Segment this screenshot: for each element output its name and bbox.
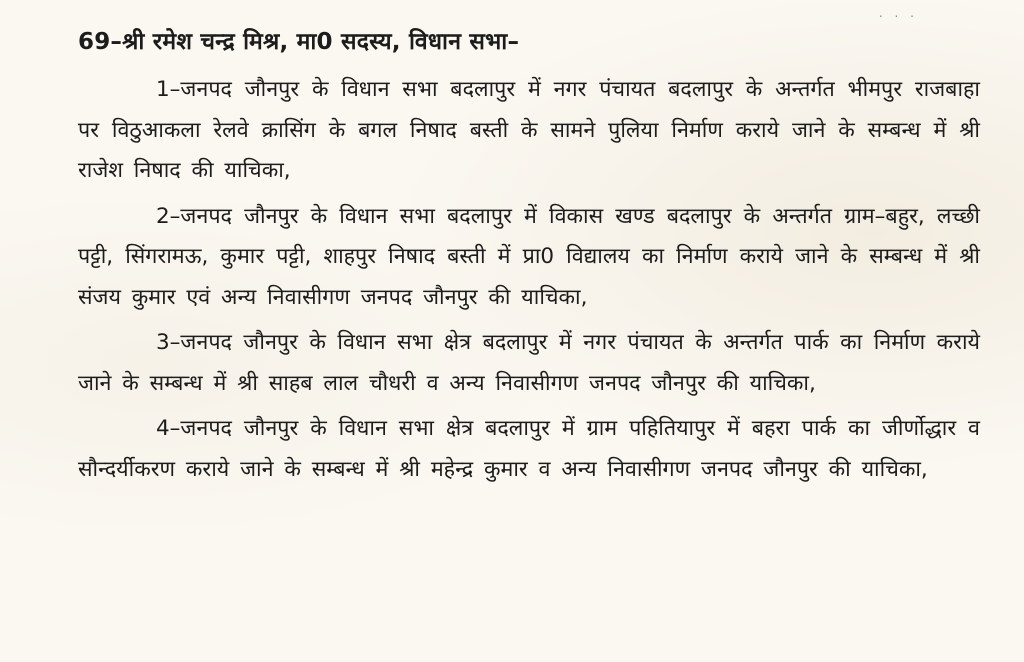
petition-item: 1–जनपद जौनपुर के विधान सभा बदलापुर में नगर पंचायत बदलापुर के अन्तर्गत भीमपुर राजबाहा पर विठुआकला रेलवे क्रासिंग के बगल निषाद बस्ती के सामने पुलिया निर्माण कराये जाने के सम्बन्ध में श्री राजेश निषाद की याचिका, <box>78 77 980 183</box>
petition-item: 2–जनपद जौनपुर के विधान सभा बदलापुर में विकास खण्ड बदलापुर के अन्तर्गत ग्राम–बहुर, लच्छी पट्टी, सिंगरामऊ, कुमार पट्टी, शाहपुर निषाद बस्ती में प्रा0 विद्यालय का निर्माण कराये जाने के सम्बन्ध में श्री संजय कुमार एवं अन्य निवासीगण जनपद जौनपुर की याचिका, <box>78 203 980 310</box>
member-heading: 69–श्री रमेश चन्द्र मिश्र, मा0 सदस्य, विधान सभा– <box>78 29 520 55</box>
petition-item: 3–जनपद जौनपुर के विधान सभा क्षेत्र बदलापुर में नगर पंचायत के अन्तर्गत पार्क का निर्माण कराये जाने के सम्बन्ध में श्री साहब लाल चौधरी व अन्य निवासीगण जनपद जौनपुर की याचिका, <box>78 330 980 396</box>
corner-dots: . . . <box>878 6 918 20</box>
petition-item: 4–जनपद जौनपुर के विधान सभा क्षेत्र बदलापुर में ग्राम पहितियापुर में बहरा पार्क का जीर्णोद्धार व सौन्दर्यीकरण कराये जाने के सम्बन्ध में श्री महेन्द्र कुमार व अन्य निवासीगण जनपद जौनपुर की याचिका, <box>78 416 980 482</box>
